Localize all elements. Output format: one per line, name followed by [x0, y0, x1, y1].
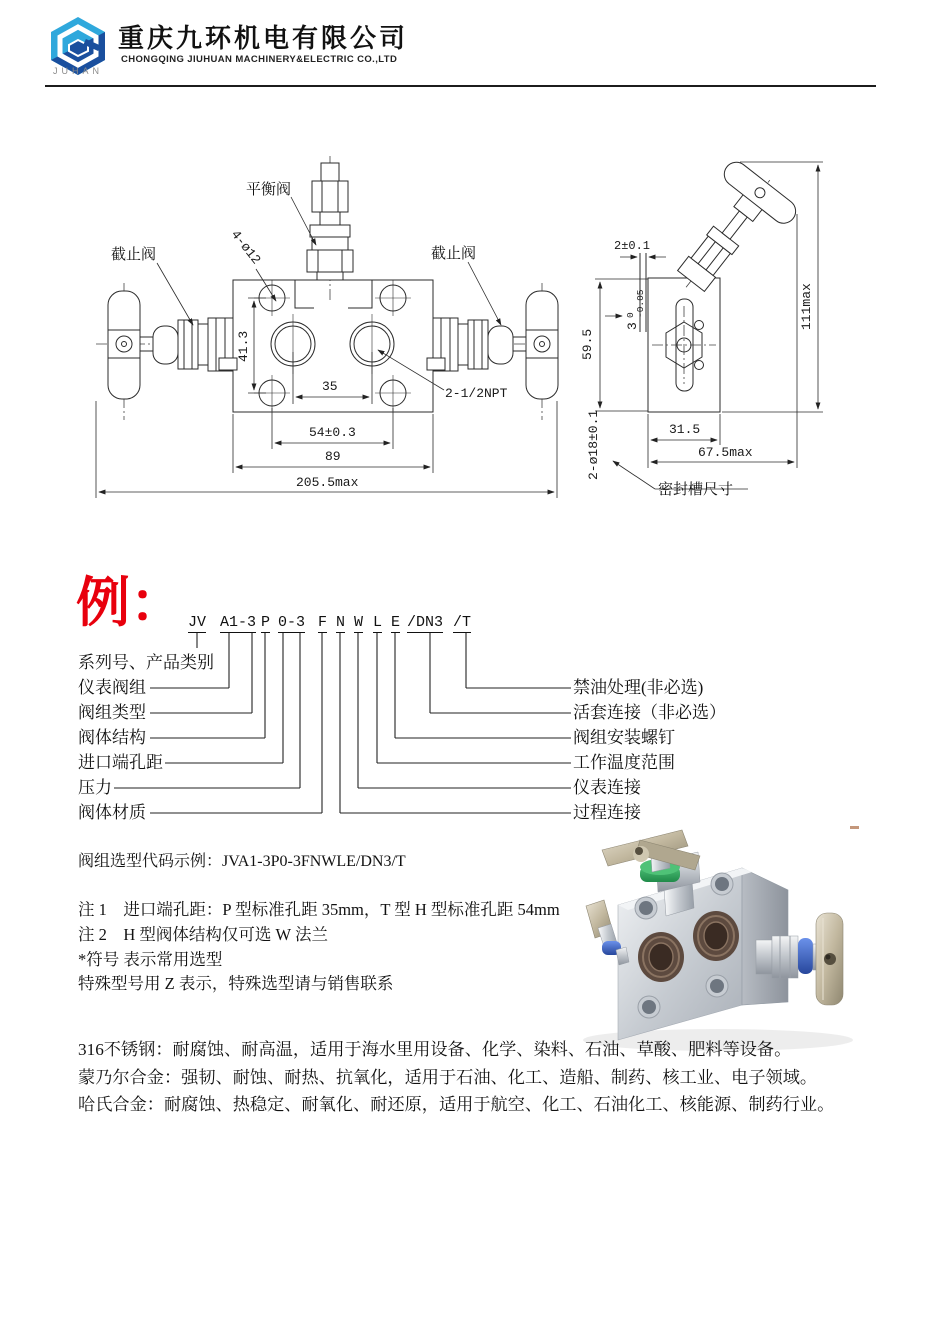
tree-label-manifold: 仪表阀组	[78, 678, 146, 697]
label-stop-valve-left: 截止阀	[111, 247, 157, 263]
materials-section	[78, 1036, 872, 1119]
label-stop-valve-right: 截止阀	[431, 246, 477, 262]
dim-59-5: 59.5	[580, 328, 595, 360]
code-seg-t: /T	[453, 614, 472, 631]
label-balance-valve: 平衡阀	[246, 182, 292, 198]
svg-text:0: 0	[625, 312, 636, 318]
side-view-drawing	[580, 154, 823, 498]
code-seg-process-conn: N	[336, 614, 346, 631]
material-316-stainless: 316不锈钢：耐腐蚀、耐高温，适用于海水里用设备、化学、染料、石油、草酸、肥料等设备。	[78, 1040, 792, 1059]
code-seg-screws: E	[391, 614, 401, 631]
tree-label-process-conn: 过程连接	[573, 803, 641, 822]
company-name-en: CHONGQING JIUHUAN MACHINERY&ELECTRIC CO.,LTD	[121, 54, 398, 65]
tree-label-swivel: 活套连接（非必选）	[573, 703, 726, 722]
tree-label-inlet-spacing: 进口端孔距	[78, 753, 163, 772]
dim-31-5: 31.5	[669, 422, 701, 437]
code-seg-temperature: L	[373, 614, 383, 631]
label-npt: 2-1/2NPT	[445, 386, 508, 401]
code-seg-series: JV	[188, 614, 207, 631]
code-seg-instrument-conn: W	[354, 614, 364, 631]
tree-label-body-material: 阀体材质	[78, 803, 146, 822]
code-seg-structure: P	[261, 614, 271, 631]
code-seg-type: A1-3	[220, 614, 257, 631]
note-2: 注 2 H 型阀体结构仅可选 W 法兰	[78, 925, 328, 944]
code-seg-dn3: /DN3	[407, 614, 444, 631]
dim-35: 35	[322, 379, 338, 394]
dim-54: 54±0.3	[309, 425, 356, 440]
balance-valve	[307, 156, 353, 300]
material-monel: 蒙乃尔合金：强韧、耐蚀、耐热、抗氧化，适用于石油、化工、造船、制药、核工业、电子领域。	[78, 1067, 818, 1087]
svg-text:3: 3	[625, 322, 640, 330]
code-example-line: 阀组选型代码示例：JVA1-3P0-3FNWLE/DN3/T	[78, 853, 406, 870]
header-divider	[45, 85, 876, 87]
dim-205: 205.5max	[296, 475, 359, 490]
product-photo	[583, 826, 859, 1051]
tree-label-manifold-type: 阀组类型	[78, 703, 146, 722]
tree-label-mounting-screws: 阀组安装螺钉	[573, 728, 675, 747]
code-seg-material: F	[318, 614, 328, 631]
tree-label-instrument-conn: 仪表连接	[573, 778, 641, 797]
svg-text:-0.05: -0.05	[635, 289, 646, 318]
dim-111max: 111max	[799, 283, 814, 330]
tree-label-series: 系列号、产品类别	[78, 653, 214, 672]
material-hastelloy: 哈氏合金：耐腐蚀、热稳定、耐氧化、耐还原，适用于航空、化工、石油化工、核能源、制药行业。	[78, 1095, 835, 1114]
tree-label-body-structure: 阀体结构	[78, 728, 146, 747]
note-3: *符号 表示常用选型	[78, 950, 223, 969]
dim-seal-holes: 2-ø18±0.1	[586, 409, 601, 480]
note-4: 特殊型号用 Z 表示，特殊选型请与销售联系	[78, 974, 394, 993]
dim-plate-2: 2±0.1	[614, 239, 651, 253]
label-seal-groove: 密封槽尺寸	[658, 482, 734, 498]
dim-tolerance-3	[625, 289, 646, 330]
dim-41-3: 41.3	[236, 330, 251, 362]
code-seg-pressure: 0-3	[278, 614, 306, 631]
dim-67-5max: 67.5max	[698, 445, 753, 460]
example-title: 例：	[76, 573, 184, 633]
logo-wordmark: JUHAN	[52, 66, 103, 76]
note-1: 注 1 进口端孔距：P 型标准孔距 35mm，T 型 H 型标准孔距 54mm	[78, 900, 560, 919]
dim-89: 89	[325, 449, 341, 464]
label-bolt-holes: 4-ø12	[227, 227, 264, 268]
front-view-drawing	[96, 156, 558, 498]
company-name-cn: 重庆九环机电有限公司	[118, 24, 409, 53]
tree-label-oil-free: 禁油处理(非必选)	[573, 678, 704, 697]
tree-label-temp-range: 工作温度范围	[573, 753, 675, 772]
tree-label-pressure: 压力	[78, 778, 112, 797]
stop-valve-left	[108, 283, 237, 420]
